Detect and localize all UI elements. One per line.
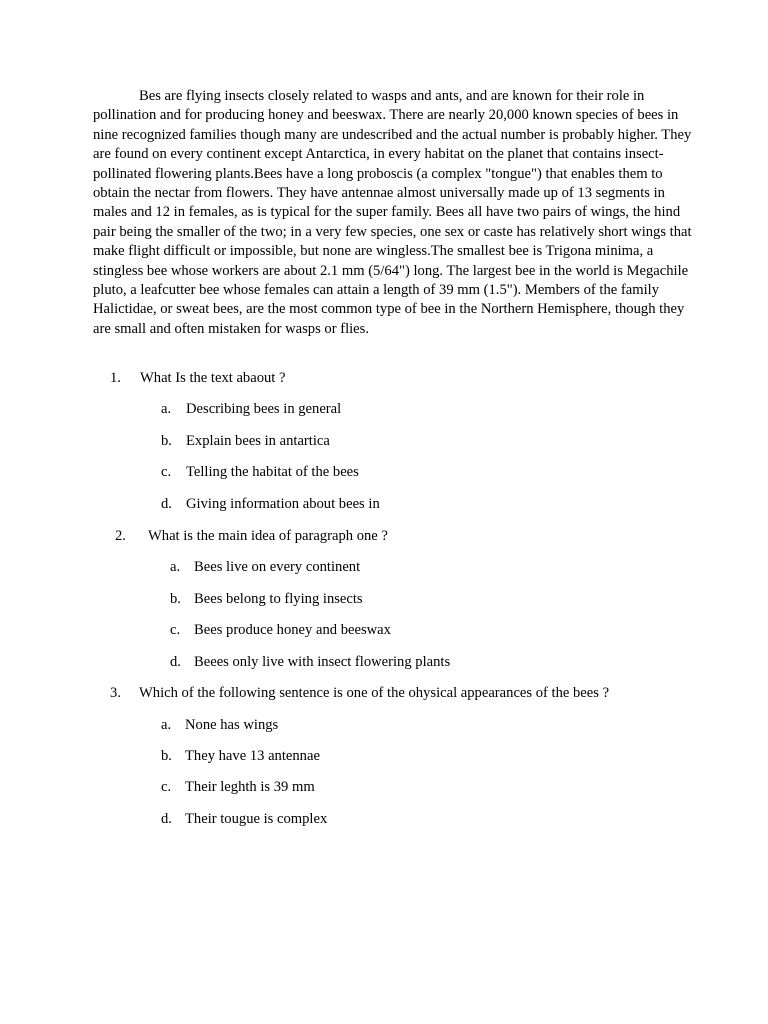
option-text: Describing bees in general	[186, 401, 342, 417]
question-number: 3.	[110, 685, 121, 701]
option-letter: c.	[161, 464, 172, 480]
option-text: Giving information about bees in	[186, 496, 380, 512]
question-2-option-a	[170, 558, 360, 576]
question-1	[110, 369, 285, 387]
option-text: Beees only live with insect flowering plants	[194, 654, 451, 670]
option-letter: c.	[161, 779, 172, 795]
option-text: None has wings	[185, 717, 279, 733]
option-text: Bees belong to flying insects	[194, 591, 363, 607]
question-3-option-d	[161, 810, 327, 828]
question-3-option-b	[161, 747, 320, 765]
option-text: Bees produce honey and beeswax	[194, 622, 391, 638]
option-letter: b.	[170, 591, 181, 607]
question-text: What is the main idea of paragraph one ?	[148, 528, 388, 544]
option-text: Their leghth is 39 mm	[185, 779, 315, 795]
option-text: Explain bees in antartica	[186, 433, 330, 449]
question-number: 1.	[110, 370, 121, 386]
question-text: What Is the text abaout ?	[140, 370, 286, 386]
option-letter: c.	[170, 622, 181, 638]
question-3	[110, 684, 609, 702]
option-text: Their tougue is complex	[185, 811, 328, 827]
option-letter: d.	[161, 811, 172, 827]
option-letter: a.	[170, 559, 181, 575]
question-number: 2.	[115, 528, 126, 544]
option-letter: b.	[161, 433, 172, 449]
question-3-option-a	[161, 716, 278, 734]
question-1-option-a	[161, 400, 341, 418]
question-2-option-c	[170, 621, 391, 639]
option-letter: d.	[161, 496, 172, 512]
question-text: Which of the following sentence is one of the ohysical appearances of the bees ?	[139, 685, 610, 701]
option-text: Telling the habitat of the bees	[186, 464, 359, 480]
option-text: Bees live on every continent	[194, 559, 361, 575]
option-text: They have 13 antennae	[185, 748, 320, 764]
option-letter: a.	[161, 717, 172, 733]
reading-passage: Bes are flying insects closely related to wasps and ants, and are known for their role in pollination and for producing honey and beeswax. There are nearly 20,000 known species of bees in nine recognized families though many are undescribed and the actual number is probably higher. They are found on every continent except Antarctica, in every habitat on the planet that contains insect-pollinated flowering plants.Bees have a long proboscis (a complex "tongue") that enables them to obtain the nectar from flowers. They have antennae almost universally made up of 13 segments in males and 12 in females, as is typical for the super family. Bees all have two pairs of wings, the hind pair being the smaller of the two; in a very few species, one sex or caste has relatively short wings that make flight difficult or impossible, but none are wingless.The smallest bee is Trigona minima, a stingless bee whose workers are about 2.1 mm (5/64") long. The largest bee in the world is Megachile pluto, a leafcutter bee whose females can attain a length of 39 mm (1.5"). Members of the family Halictidae, or sweat bees, are the most common type of bee in the Northern Hemisphere, though they are small and often mistaken for wasps or flies.	[93, 88, 692, 337]
question-1-option-d	[161, 495, 380, 513]
question-3-option-c	[161, 778, 315, 796]
question-1-option-b	[161, 432, 330, 450]
question-2	[115, 527, 388, 545]
question-1-option-c	[161, 463, 359, 481]
option-letter: d.	[170, 654, 181, 670]
question-2-option-d	[170, 653, 450, 671]
option-letter: a.	[161, 401, 172, 417]
question-2-option-b	[170, 590, 363, 608]
option-letter: b.	[161, 748, 172, 764]
